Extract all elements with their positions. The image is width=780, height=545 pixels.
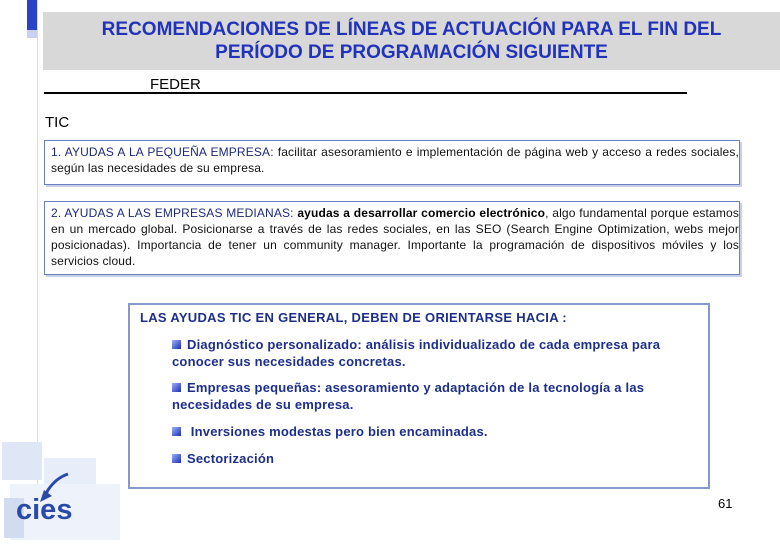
logo-icon xyxy=(0,440,120,540)
small-business-lead: 1. AYUDAS A LA PEQUEÑA EMPRESA: xyxy=(51,145,274,159)
title-line-2: PERÍODO DE PROGRAMACIÓN SIGUIENTE xyxy=(215,42,608,63)
bullet-item xyxy=(172,379,697,413)
bullet-square-icon xyxy=(172,340,181,349)
logo-text: cies xyxy=(16,494,73,526)
accent-bar-shadow xyxy=(27,30,37,38)
page-number: 61 xyxy=(718,496,733,511)
general-aid-heading: LAS AYUDAS TIC EN GENERAL, DEBEN DE ORIENTARSE HACIA : xyxy=(140,310,567,325)
fund-rule xyxy=(44,76,687,94)
bullet-item xyxy=(172,450,697,467)
medium-business-bold: ayudas a desarrollar comercio electrónico xyxy=(293,206,546,220)
small-business-text: facilitar asesoramiento e implementación de página web y acceso a redes sociales, según las necesidades de su empresa. xyxy=(51,145,739,175)
medium-business-text: , algo fundamental porque estamos en un mercado global. Posicionarse a través de las redes sociales, en las SEO (Search Engine Optimization, webs mejor posicionadas). Importancia de tener un community manager. Importante la programación de dispositivos móviles y los servicios cloud. xyxy=(51,206,739,268)
medium-business-lead: 2. AYUDAS A LAS EMPRESAS MEDIANAS: xyxy=(51,206,294,220)
slide-title xyxy=(43,12,780,70)
medium-business-box xyxy=(44,201,740,275)
bullet-text: Inversiones modestas pero bien encaminadas. xyxy=(187,424,488,439)
bullet-square-icon xyxy=(172,383,181,392)
title-line-1: RECOMENDACIONES DE LÍNEAS DE ACTUACIÓN PARA EL FIN DEL xyxy=(101,19,722,40)
bullet-square-icon xyxy=(172,454,181,463)
cies-logo xyxy=(0,440,120,540)
fund-label: FEDER xyxy=(150,76,201,93)
bullet-text: Diagnóstico personalizado: análisis individualizado de cada empresa para conocer sus necesidades concretas. xyxy=(172,337,661,369)
bullet-square-icon xyxy=(172,427,181,436)
bullet-item xyxy=(172,423,697,440)
small-business-box xyxy=(44,140,740,185)
bullet-item xyxy=(172,336,697,370)
section-label: TIC xyxy=(45,114,70,131)
bullet-text: Sectorización xyxy=(187,451,275,466)
general-aid-box xyxy=(128,303,710,489)
bullet-text: Empresas pequeñas: asesoramiento y adaptación de la tecnología a las necesidades de su empresa. xyxy=(172,380,645,412)
accent-bar xyxy=(27,0,37,30)
